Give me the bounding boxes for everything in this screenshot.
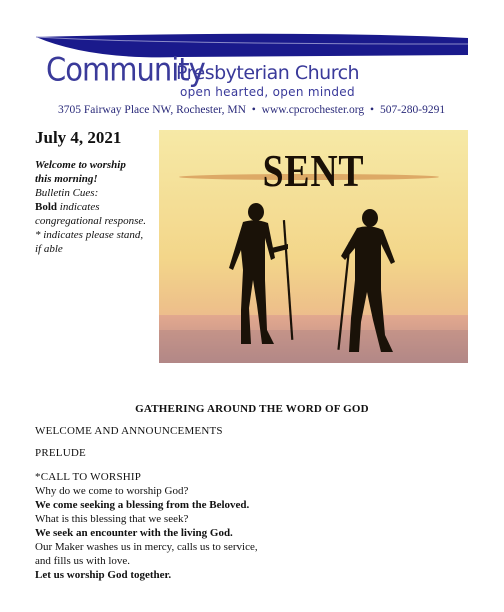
welcome-announcements: WELCOME AND ANNOUNCEMENTS [35,425,223,437]
section-heading: GATHERING AROUND THE WORD OF GOD [135,403,369,415]
call-to-worship-heading: *CALL TO WORSHIP [35,471,142,483]
sent-hero-image [159,130,468,363]
call-line: and fills us with love. [35,555,131,567]
welcome-title-line2: this morning! [35,173,98,185]
call-line: We come seeking a blessing from the Beloved. [35,499,250,511]
bold-cue-line [35,200,160,214]
bulletin-cues-label: Bulletin Cues: [35,187,99,199]
church-phone: 507-280-9291 [379,104,446,116]
welcome-title-line1: Welcome to worship [35,159,126,171]
bullet-separator: • [370,104,375,116]
logo-community-text: Community [46,51,205,89]
call-line: What is this blessing that we seek? [35,513,189,525]
bold-cue-word: Bold [35,201,58,213]
bulletin-date: July 4, 2021 [35,128,122,147]
stand-cue-line2: if able [35,243,63,255]
bold-cue-rest: indicates [57,201,100,213]
logo-tagline: open hearted, open minded [180,85,355,99]
stand-cue-line1: * indicates please stand, [35,229,144,241]
prelude: PRELUDE [35,447,86,459]
church-contact-line [58,104,478,116]
call-line: We seek an encounter with the living God. [35,527,233,539]
welcome-block [35,158,160,256]
call-to-worship [35,470,475,582]
church-address: 3705 Fairway Place NW, Rochester, MN [58,104,246,116]
logo-presbyterian-text: Presbyterian Church [176,62,360,84]
church-website-link[interactable]: www.cpcrochester.org [261,104,365,116]
bold-cue-line2: congregational response. [35,215,147,227]
call-line: Let us worship God together. [35,569,172,581]
hero-title: SENT [262,145,365,196]
call-line: Our Maker washes us in mercy, calls us to service, [35,541,258,553]
bullet-separator: • [251,104,256,116]
call-line: Why do we come to worship God? [35,485,189,497]
